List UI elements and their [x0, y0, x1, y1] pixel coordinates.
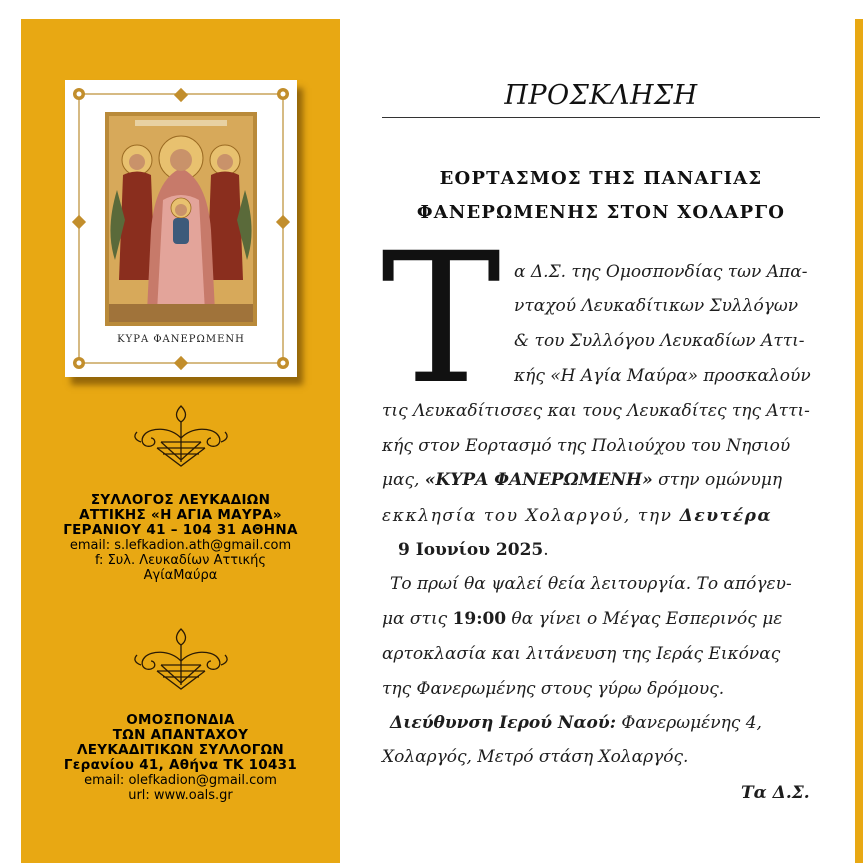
- body-line: κής στον Εορτασμό της Πολιούχου του Νησιού: [382, 436, 791, 456]
- signature: Τα Δ.Σ.: [741, 783, 810, 803]
- club-facebook: f: Συλ. Λευκαδίων Αττικής: [94, 553, 267, 568]
- body-line: της Φανερωμένης στους γύρω δρόμους.: [382, 679, 725, 699]
- address-value: Φανερωμένης 4,: [615, 713, 762, 733]
- body-text: εκκλησία του Χολαργού, την: [382, 506, 680, 526]
- flourish-ornament-icon: [131, 625, 231, 695]
- club-address: ΓΕΡΑΝΙΟΥ 41 – 104 31 ΑΘΗΝΑ: [63, 522, 298, 538]
- club-name-line1: ΣΥΛΛΟΓΟΣ ΛΕΥΚΑΔΙΩΝ: [90, 492, 271, 508]
- flourish-ornament-icon: [131, 402, 231, 472]
- federation-info: [21, 713, 340, 803]
- address-label: Διεύθυνση Ιερού Ναού:: [390, 713, 616, 733]
- event-heading-line1: ΕΟΡΤΑΣΜΟΣ ΤΗΣ ΠΑΝΑΓΙΑΣ: [439, 168, 763, 189]
- federation-url: url: www.oals.gr: [128, 788, 233, 803]
- icon-image: [65, 80, 297, 377]
- body-line: [390, 713, 762, 733]
- sidebar-panel: [21, 19, 340, 863]
- body-line: α Δ.Σ. της Ομοσπονδίας των Απα-: [514, 262, 808, 282]
- body-line: Χολαργός, Μετρό στάση Χολαργός.: [382, 747, 689, 767]
- body-line: αρτοκλασία και λιτάνευση της Ιεράς Εικόνας: [382, 644, 781, 664]
- event-date: 9 Ιουνίου 2025: [398, 540, 544, 560]
- title-divider: [382, 117, 820, 118]
- body-line: [398, 540, 549, 560]
- body-text: θα γίνει ο Μέγας Εσπερινός με: [506, 609, 783, 629]
- body-line: τις Λευκαδίτισσες και τους Λευκαδίτες της Αττι-: [382, 401, 810, 421]
- icon-caption: ΚΥΡΑ ΦΑΝΕΡΩΜΕΝΗ: [117, 334, 245, 345]
- body-line: κής «Η Αγία Μαύρα» προσκαλούν: [514, 366, 811, 386]
- body-line: Το πρωί θα ψαλεί θεία λειτουργία. Το απόγευ-: [390, 574, 792, 594]
- right-accent-strip: [855, 19, 863, 863]
- body-line: [382, 506, 772, 526]
- body-line: [382, 609, 782, 629]
- federation-name-line1: ΟΜΟΣΠΟΝΔΙΑ: [126, 712, 235, 728]
- body-text: στην ομώνυμη: [652, 470, 783, 490]
- federation-name-line3: ΛΕΥΚΑΔΙΤΙΚΩΝ ΣΥΛΛΟΓΩΝ: [76, 742, 285, 758]
- federation-email: email: olefkadion@gmail.com: [84, 773, 277, 788]
- icon-illustration: [65, 80, 297, 377]
- body-line: [382, 470, 782, 490]
- event-day: Δευτέρα: [679, 506, 773, 526]
- icon-name-bold: «ΚΥΡΑ ΦΑΝΕΡΩΜΕΝΗ»: [424, 470, 653, 490]
- club-email: email: s.lefkadion.ath@gmail.com: [69, 538, 292, 553]
- club-info: [21, 493, 340, 583]
- club-facebook-name: ΑγίαΜαύρα: [143, 568, 218, 583]
- federation-name-line2: ΤΩΝ ΑΠΑΝΤΑΧΟΥ: [112, 727, 249, 743]
- body-text: μα στις: [382, 609, 453, 629]
- club-name-line2: ΑΤΤΙΚΗΣ «Η ΑΓΙΑ ΜΑΥΡΑ»: [79, 507, 282, 523]
- event-heading-line2: ΦΑΝΕΡΩΜΕΝΗΣ ΣΤΟΝ ΧΟΛΑΡΓΟ: [416, 202, 786, 223]
- body-line: νταχού Λευκαδίτικων Συλλόγων: [514, 296, 799, 316]
- federation-address: Γερανίου 41, Αθήνα ΤΚ 10431: [63, 757, 298, 773]
- page-title: ΠΡΟΣΚΛΗΣΗ: [504, 80, 698, 111]
- body-line: & του Συλλόγου Λευκαδίων Αττι-: [514, 331, 805, 351]
- body-text: .: [543, 540, 549, 560]
- body-text: μας,: [382, 470, 425, 490]
- event-time: 19:00: [452, 609, 507, 629]
- drop-cap: Τ: [381, 215, 502, 424]
